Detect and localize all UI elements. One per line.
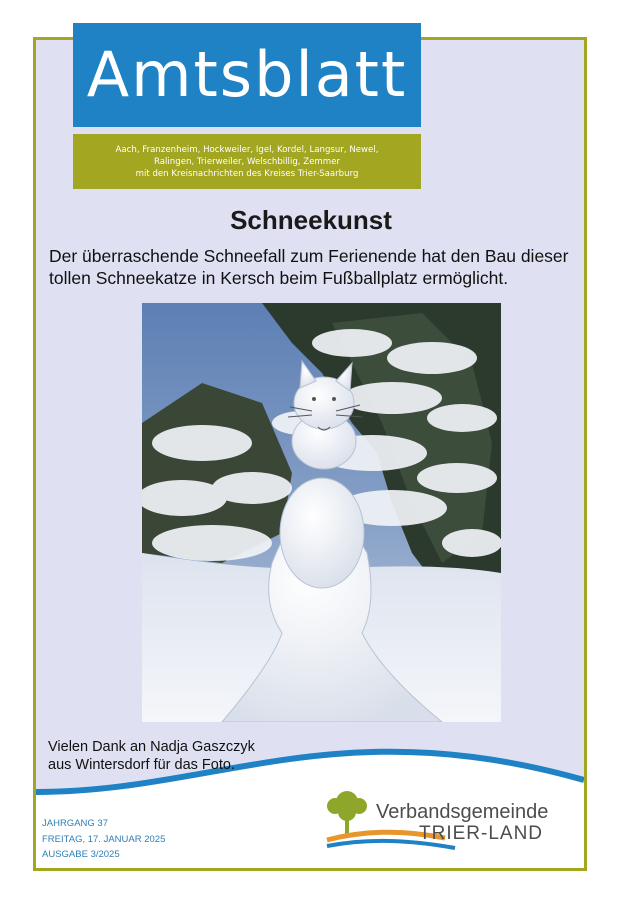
issue-number: AUSGABE 3/2025	[42, 849, 120, 860]
tree-icon	[327, 791, 367, 838]
masthead-title: Amtsblatt	[86, 38, 408, 111]
logo-place: TRIER-LAND	[419, 823, 544, 844]
article-headline: Schneekunst	[230, 205, 392, 235]
municipalities-line-1: Aach, Franzenheim, Hockweiler, Igel, Kordel, Langsur, Newel,	[115, 144, 379, 155]
caption-line-1: Vielen Dank an Nadja Gaszczyk	[48, 739, 255, 755]
caption-line-2: aus Wintersdorf für das Foto.	[48, 757, 235, 773]
article-lead	[49, 245, 574, 289]
municipalities-line-3: mit den Kreisnachrichten des Kreises Trier-Saarburg	[135, 168, 359, 179]
photo-caption	[48, 738, 348, 774]
lead-line-2: tollen Schneekatze in Kersch beim Fußballplatz ermöglicht.	[49, 268, 509, 288]
issue-volume: JAHRGANG 37	[42, 818, 108, 829]
lead-line-1: Der überraschende Schneefall zum Ferienende hat den Bau dieser	[49, 246, 569, 266]
issue-info	[42, 816, 165, 863]
municipalities-line-2: Ralingen, Trierweiler, Welschbillig, Zemmer	[153, 156, 340, 167]
issue-date: FREITAG, 17. JANUAR 2025	[42, 833, 166, 845]
masthead	[73, 23, 421, 127]
logo-name: Verbandsgemeinde	[376, 801, 549, 823]
snow-cat-photo	[142, 303, 501, 722]
municipalities-box	[73, 134, 421, 189]
